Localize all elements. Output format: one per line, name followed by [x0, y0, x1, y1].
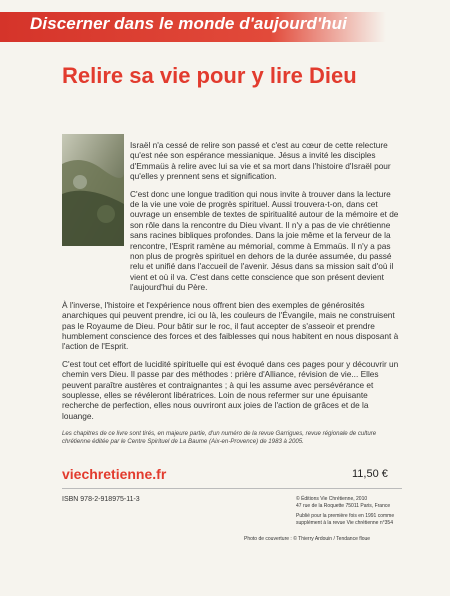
paragraph-2: C'est donc une longue tradition qui nous invite à trouver dans la lecture de la vie une voie de progrès spirituel. Aussi trouvera-t-on, dans cet ouvrage un ensemble de textes de spiritualité autour de la mémoire et de son rôle dans la rencontre du Dieu vivant. Il n'y a pas de vie chrétienne sans racines bibliques profondes. Dans la joie même et la ferveur de la rencontre, l'Esprit ramène au mémorial, comme à Emmaüs. Il n'y a pas non plus de progrès spirituel en dehors de la durée assumée, du passé relu et unifié dans l'accueil de l'avenir. Jésus dans sa mission sait d'où il vient et où il va. C'est dans cette conscience que son présent devient l'aujourd'hui du Père. [130, 188, 399, 293]
publisher-info [296, 496, 416, 526]
copyright: © Éditions Vie Chrétienne, 2010 [296, 496, 368, 502]
isbn: ISBN 978-2-918975-11-3 [62, 496, 140, 503]
back-cover-text [62, 140, 400, 428]
price: 11,50 € [352, 468, 388, 480]
chapter-credits: Les chapitres de ce livre sont tirés, en majeure partie, d'un numéro de la revue Garrigues, revue régionale de culture chrétienne éditée par le Centre Spirituel de La Baume (Aix-en-Provence) de 1983 à 2005. [62, 430, 377, 445]
photo-credit: Photo de couverture : © Thierry Ardouin / Tendance floue [244, 536, 371, 542]
series-title: Discerner dans le monde d'aujourd'hui [30, 14, 347, 33]
paragraph-1: Israël n'a cessé de relire son passé et c'est au cœur de cette relecture qu'est née son espérance messianique. Jésus a invité les disciples d'Emmaüs à relire avec lui sa vie et sa mort dans l'histoire d'Israël pour qu'elles y prennent sens et signification. [130, 140, 391, 182]
publisher-address: 47 rue de la Roquette 75011 Paris, France [296, 502, 391, 509]
paragraph-3: À l'inverse, l'histoire et l'expérience nous offrent bien des exemples de générosités anarchiques qui peuvent prendre, ici ou là, les couleurs de l'Évangile, mais ne construisent pas le Royaume de Dieu. Pour bâtir sur le roc, il faut accepter de s'asseoir et prendre humblement conscience des forces et des faiblesses qui nous habitent en nous disposant à l'action de l'Esprit. [62, 299, 399, 352]
publication-note: Publié pour la première fois en 1991 comme supplément à la revue Vie chrétienne n°354 [296, 513, 395, 526]
website-link[interactable]: viechretienne.fr [62, 466, 167, 482]
divider [62, 488, 402, 489]
book-title: Relire sa vie pour y lire Dieu [62, 63, 357, 88]
paragraph-4: C'est tout cet effort de lucidité spirituelle qui est évoqué dans ces pages pour y découvrir un chemin vers Dieu. Il passe par des méthodes : prière d'Alliance, révision de vie... Elles peuvent paraître austères et contraignantes ; à qui les assume avec persévérance et souplesse, elles se révéleront libératrices. Loin de nous refermer sur une épuisante recherche de perfection, elles nous ouvriront aux joies de l'action de grâces et de la louange. [62, 358, 399, 421]
